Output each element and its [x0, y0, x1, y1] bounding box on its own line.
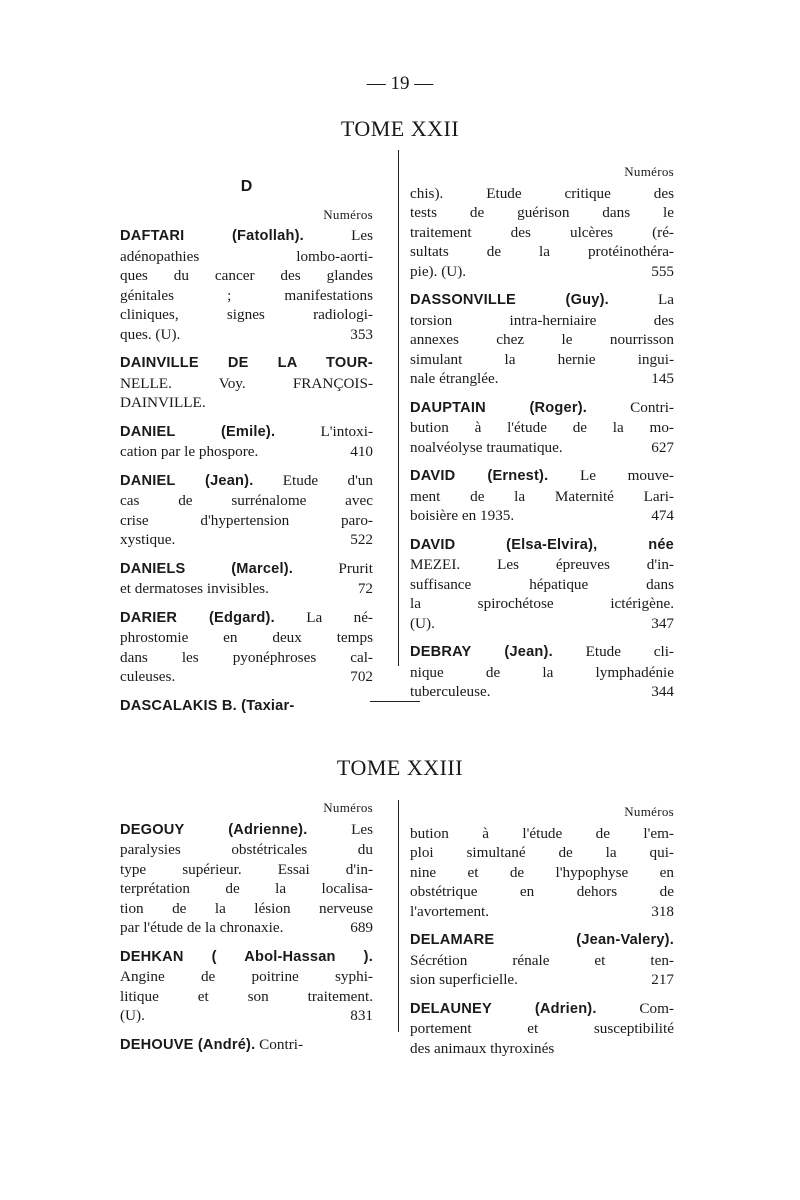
index-entry	[120, 226, 373, 344]
entry-line	[120, 947, 373, 968]
entry-line	[120, 247, 373, 267]
author-name: DELAMARE (Jean-Valery).	[410, 932, 674, 948]
index-entry	[410, 930, 674, 990]
entry-text: Les	[307, 820, 373, 838]
section-separator	[370, 701, 420, 702]
index-entry	[410, 535, 674, 634]
author-name: DAVID (Elsa-Elvira), née	[410, 536, 674, 553]
entry-line	[410, 398, 674, 419]
entry-text: pie). (U).	[410, 262, 467, 280]
entry-text: ques du cancer des glandes	[120, 267, 373, 284]
entry-line	[120, 840, 373, 860]
entry-text: crise d'hypertension paro-	[120, 511, 373, 529]
entry-line	[410, 555, 674, 575]
author-name: DANIEL (Jean).	[120, 472, 254, 489]
entry-line	[120, 579, 373, 599]
author-name: DEHKAN ( Abol-Hassan ).	[120, 948, 373, 965]
entry-text: suffisance hépatique dans	[410, 575, 674, 593]
index-entry	[410, 824, 674, 922]
entry-line	[410, 466, 674, 487]
thesis-number: 145	[651, 370, 674, 387]
entry-text: Le mouve-	[548, 467, 674, 484]
entry-line	[120, 491, 373, 511]
thesis-number: 689	[350, 919, 373, 936]
thesis-number: 474	[651, 507, 674, 524]
index-entry	[120, 1035, 373, 1056]
entry-text: Etude cli-	[552, 643, 674, 660]
author-name: DANIELS (Marcel).	[120, 560, 294, 577]
tome-23-left-column	[120, 798, 373, 1064]
entry-text: Angine de poitrine syphi-	[120, 968, 373, 985]
entry-text: bution à l'étude de la mo-	[410, 419, 674, 436]
entry-line	[120, 442, 373, 462]
entry-line	[410, 1019, 674, 1039]
entry-line	[410, 262, 674, 282]
entry-text: nine et de l'hypophyse en	[410, 863, 674, 881]
entry-line	[410, 242, 674, 262]
entry-line	[410, 970, 674, 990]
entry-text: litique et son traitement.	[120, 987, 373, 1005]
entry-text: tests de guérison dans le	[410, 204, 674, 221]
entry-line	[120, 987, 373, 1007]
index-entry	[120, 559, 373, 599]
entry-text: l'avortement.	[410, 902, 490, 920]
entry-line	[410, 882, 674, 902]
author-name: DEGOUY (Adrienne).	[120, 821, 308, 838]
entry-line	[410, 350, 674, 370]
entry-text: nique de la lymphadénie	[410, 663, 674, 681]
entry-text: obstétrique en dehors de	[410, 883, 674, 900]
entry-text: culeuses.	[120, 668, 176, 685]
entry-text: xystique.	[120, 531, 176, 548]
entry-line	[410, 535, 674, 556]
author-name: DARIER (Edgard).	[120, 609, 275, 626]
author-name: DASCALAKIS B. (Taxiar-	[120, 697, 295, 714]
entry-line	[410, 223, 674, 243]
entry-line	[410, 184, 674, 204]
entry-line	[120, 1035, 373, 1056]
entry-line	[120, 860, 373, 880]
entry-line	[120, 667, 373, 687]
entry-text: tuberculeuse.	[410, 683, 491, 700]
entry-text: La	[608, 291, 674, 308]
page-number: — 19 —	[366, 73, 434, 94]
column-divider	[398, 150, 399, 666]
entry-line	[410, 642, 674, 663]
numeros-heading: Numéros	[323, 206, 373, 222]
entry-text: Com-	[596, 999, 674, 1017]
index-entry	[410, 290, 674, 389]
entry-text: simulant la hernie ingui-	[410, 350, 674, 368]
thesis-number: 522	[350, 531, 373, 548]
entry-line	[410, 682, 674, 702]
entry-text: DAINVILLE.	[120, 394, 206, 411]
entry-text: ques. (U).	[120, 325, 181, 343]
index-entry	[410, 999, 674, 1059]
thesis-number: 217	[651, 971, 674, 988]
entry-line	[120, 393, 373, 413]
entry-text: Les	[303, 227, 373, 244]
entry-line	[410, 824, 674, 844]
entry-line	[120, 511, 373, 531]
index-entry	[120, 422, 373, 462]
entry-text: paralysies obstétricales du	[120, 841, 373, 858]
entry-line	[120, 305, 373, 325]
entry-line	[120, 353, 373, 374]
thesis-number: 555	[651, 262, 674, 280]
entry-line	[410, 506, 674, 526]
entry-text: MEZEI. Les épreuves d'in-	[410, 556, 674, 573]
entry-text: cas de surrénalome avec	[120, 492, 373, 509]
entry-line	[120, 628, 373, 648]
entry-line	[120, 559, 373, 580]
entry-text: des animaux thyroxinés	[410, 1039, 555, 1057]
entry-text: Etude d'un	[253, 471, 373, 489]
entry-line	[410, 330, 674, 350]
entry-line	[410, 663, 674, 683]
tome-22-right-column	[410, 162, 674, 711]
entry-text: ment de la Maternité Lari-	[410, 487, 674, 505]
tome-22-title: TOME XXII	[340, 116, 460, 141]
entry-text: dans les pyonéphroses cal-	[120, 648, 373, 666]
thesis-number: 318	[651, 902, 674, 920]
numeros-heading: Numéros	[624, 804, 674, 819]
entry-text: cliniques, signes radiologi-	[120, 306, 373, 323]
entry-line	[120, 608, 373, 629]
entry-line	[410, 902, 674, 922]
index-entry	[120, 353, 373, 413]
entry-text: cation par le phospore.	[120, 443, 259, 460]
entry-text: Contri-	[587, 398, 674, 416]
section-letter: D	[240, 178, 253, 195]
index-entry	[120, 696, 373, 717]
author-name: DELAUNEY (Adrien).	[410, 1000, 597, 1017]
author-name: DEBRAY (Jean).	[410, 644, 553, 660]
entry-line	[410, 863, 674, 883]
entry-line	[410, 418, 674, 438]
entry-text: L'intoxi-	[275, 422, 374, 440]
author-name: DAINVILLE DE LA TOUR-	[120, 355, 373, 371]
tome-23-title: TOME XXIII	[336, 755, 464, 780]
index-entry	[120, 947, 373, 1026]
thesis-number: 702	[350, 668, 373, 685]
entry-line	[410, 594, 674, 614]
entry-line	[410, 843, 674, 863]
thesis-number: 344	[651, 683, 674, 700]
entry-text: noalvéolyse traumatique.	[410, 438, 563, 456]
author-name: DAVID (Ernest).	[410, 468, 549, 484]
index-entry	[120, 471, 373, 550]
entry-line	[120, 325, 373, 345]
tome-22-left-column	[120, 157, 373, 725]
entry-line	[410, 311, 674, 331]
entry-line	[120, 899, 373, 919]
entry-line	[410, 930, 674, 951]
numeros-heading: Numéros	[624, 164, 674, 179]
entry-text: génitales ; manifestations	[120, 286, 373, 304]
column-divider	[398, 800, 399, 1032]
entry-text: tion de la lésion nerveuse	[120, 899, 373, 917]
author-name: DASSONVILLE (Guy).	[410, 292, 609, 308]
author-name: DAUPTAIN (Roger).	[410, 399, 588, 416]
entry-text: ploi simultané de la qui-	[410, 844, 674, 861]
entry-text: nale étranglée.	[410, 370, 499, 387]
entry-line	[120, 530, 373, 550]
thesis-number: 627	[651, 438, 674, 456]
thesis-number: 347	[651, 614, 674, 632]
entry-text: NELLE. Voy. FRANÇOIS-	[120, 374, 373, 392]
entry-line	[410, 487, 674, 507]
entry-text: portement et susceptibilité	[410, 1020, 674, 1037]
thesis-number: 353	[350, 325, 373, 343]
index-entry	[410, 642, 674, 702]
author-name: DANIEL (Emile).	[120, 423, 276, 440]
entry-text: (U).	[410, 614, 435, 632]
index-entry	[410, 184, 674, 282]
entry-line	[120, 286, 373, 306]
entry-line	[410, 203, 674, 223]
entry-text: type supérieur. Essai d'in-	[120, 860, 373, 878]
entry-text: bution à l'étude de l'em-	[410, 824, 674, 842]
index-entry	[120, 820, 373, 938]
entry-text: sultats de la protéinothéra-	[410, 243, 674, 260]
entry-text: torsion intra-herniaire des	[410, 311, 674, 329]
entry-line	[120, 374, 373, 394]
thesis-number: 831	[350, 1007, 373, 1024]
entry-text: chis). Etude critique des	[410, 184, 674, 202]
thesis-number: 410	[350, 443, 373, 460]
entry-line	[120, 696, 373, 717]
entry-text: adénopathies lombo-aorti-	[120, 247, 373, 265]
entry-line	[120, 422, 373, 443]
thesis-number: 72	[357, 580, 373, 597]
entry-text: Contri-	[255, 1035, 304, 1053]
entry-line	[120, 648, 373, 668]
entry-line	[410, 614, 674, 634]
tome-23-right-column	[410, 802, 674, 1067]
entry-line	[120, 879, 373, 899]
author-name: DAFTARI (Fatollah).	[120, 228, 304, 244]
entry-line	[120, 266, 373, 286]
author-name: DEHOUVE (André).	[120, 1036, 256, 1053]
entry-line	[410, 1039, 674, 1059]
index-entry	[410, 466, 674, 526]
numeros-heading: Numéros	[323, 800, 373, 815]
entry-line	[410, 951, 674, 971]
entry-line	[120, 1006, 373, 1026]
entry-text: Sécrétion rénale et ten-	[410, 951, 674, 969]
entry-text: La né-	[274, 608, 373, 626]
index-entry	[410, 398, 674, 458]
entry-text: annexes chez le nourrisson	[410, 331, 674, 348]
entry-text: par l'étude de la chronaxie.	[120, 919, 284, 936]
entry-line	[410, 575, 674, 595]
entry-text: (U).	[120, 1007, 145, 1024]
entry-line	[120, 820, 373, 841]
entry-line	[410, 438, 674, 458]
entry-text: Prurit	[293, 559, 373, 577]
index-entry	[120, 608, 373, 687]
entry-text: sion superficielle.	[410, 971, 518, 988]
entry-text: terprétation de la localisa-	[120, 880, 373, 897]
entry-line	[120, 967, 373, 987]
entry-text: la spirochétose ictérigène.	[410, 595, 674, 612]
entry-text: traitement des ulcères (ré-	[410, 223, 674, 241]
entry-text: et dermatoses invisibles.	[120, 580, 269, 597]
entry-line	[120, 226, 373, 247]
entry-text: phrostomie en deux temps	[120, 629, 373, 646]
entry-line	[120, 471, 373, 492]
entry-text: boisière en 1935.	[410, 507, 515, 524]
entry-line	[410, 290, 674, 311]
entry-line	[410, 999, 674, 1020]
entry-line	[410, 369, 674, 389]
entry-line	[120, 918, 373, 938]
